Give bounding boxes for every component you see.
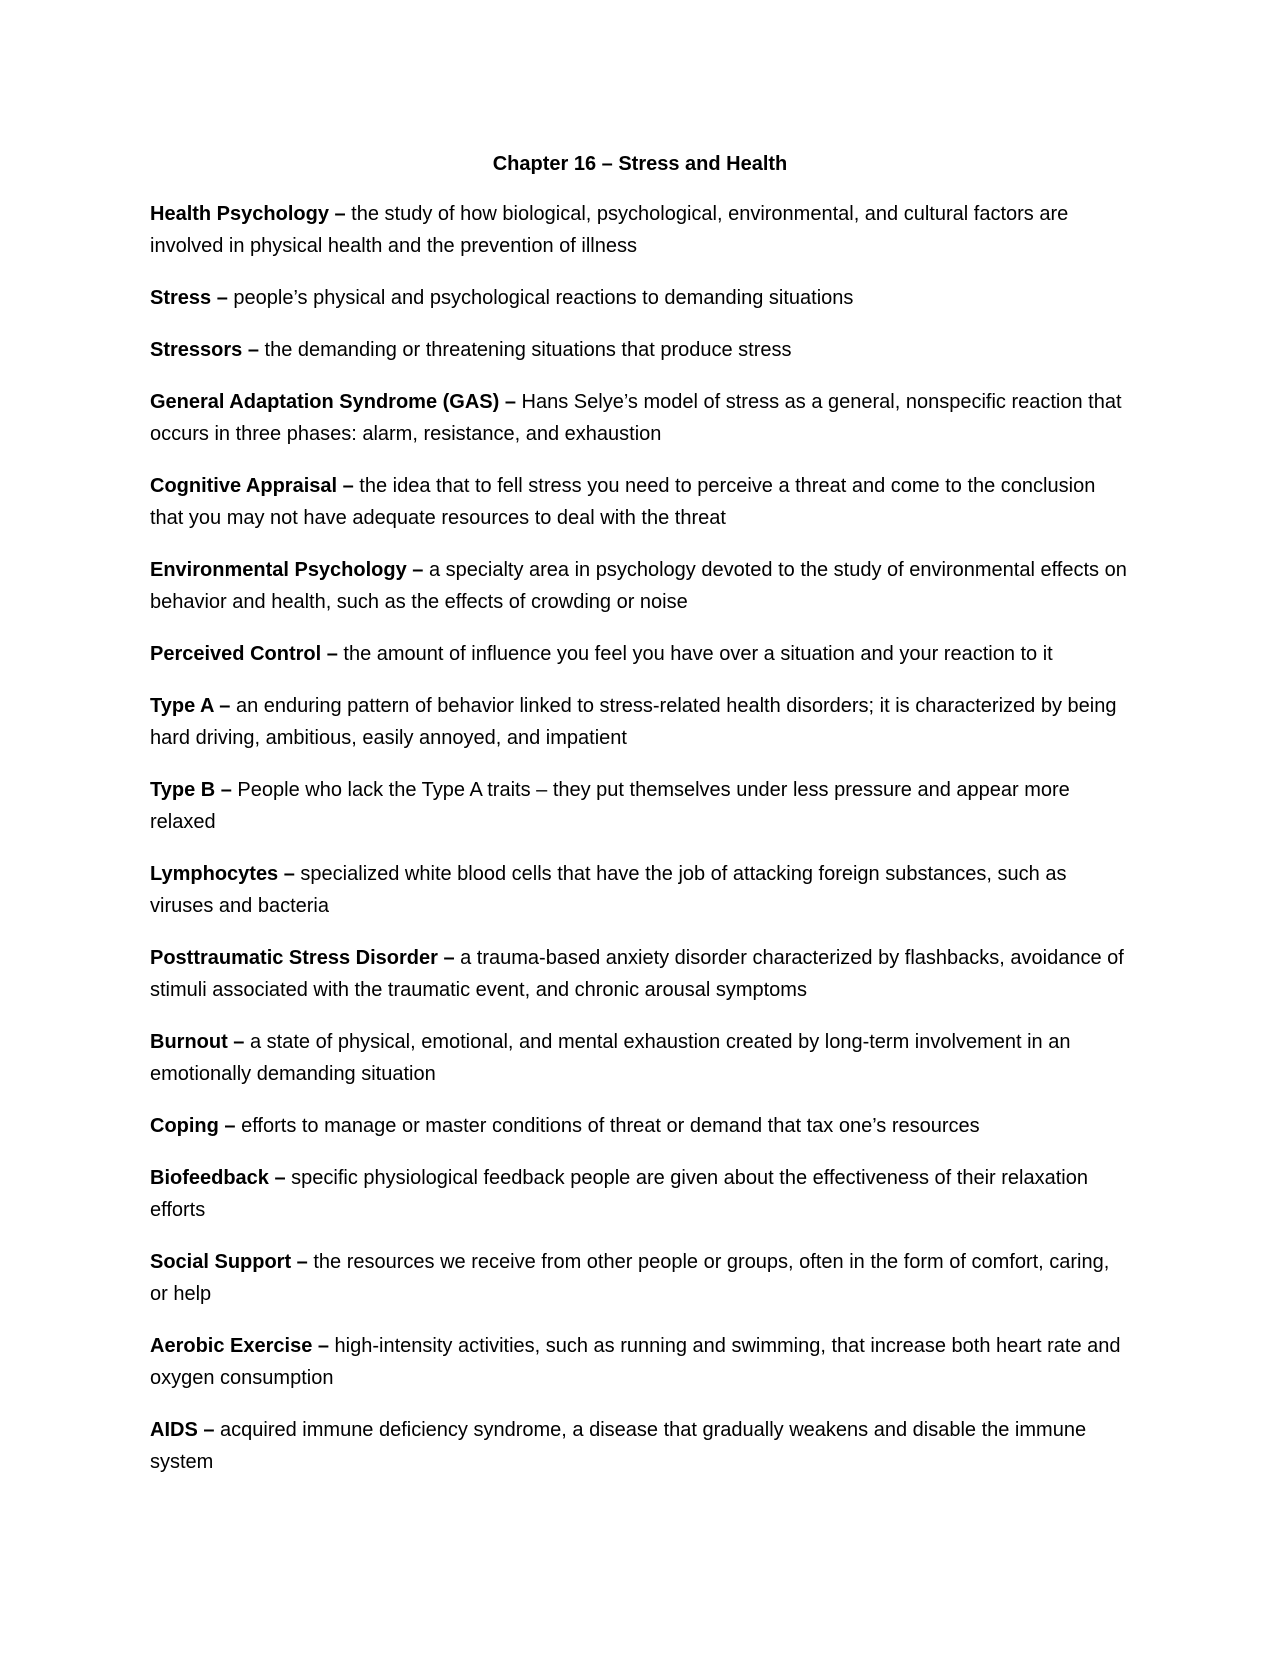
term-definition: an enduring pattern of behavior linked to stress-related health disorders; it is characterized by being hard driving, ambitious, easily annoyed, and impatient: [150, 695, 1117, 749]
term-definition: the demanding or threatening situations that produce stress: [258, 339, 792, 361]
term-definition: Hans Selye’s model of stress as a general, nonspecific reaction that occurs in three phases: alarm, resistance, and exhaustion: [150, 391, 1122, 445]
term-label: Stress –: [150, 287, 228, 309]
term-definition: high-intensity activities, such as running and swimming, that increase both heart rate and oxygen consumption: [150, 1335, 1121, 1389]
glossary-entry-burnout: [150, 1026, 1130, 1090]
term-label: Coping –: [150, 1115, 236, 1137]
term-definition: the idea that to fell stress you need to perceive a threat and come to the conclusion that you may not have adequate resources to deal with the threat: [150, 475, 1096, 529]
term-label: Stressors –: [150, 339, 259, 361]
term-label: Aerobic Exercise –: [150, 1335, 329, 1357]
glossary-entry-cognitive-appraisal: [150, 470, 1130, 534]
term-label: Health Psychology –: [150, 203, 346, 225]
glossary-entry-aids: [150, 1414, 1130, 1478]
glossary-entry-health-psychology: [150, 198, 1130, 262]
term-label: Type A –: [150, 695, 231, 717]
term-label: AIDS –: [150, 1419, 215, 1441]
term-definition: a specialty area in psychology devoted to the study of environmental effects on behavior and health, such as the effects of crowding or noise: [150, 559, 1127, 613]
term-definition: the study of how biological, psychological, environmental, and cultural factors are involved in physical health and the prevention of illness: [150, 203, 1069, 257]
term-definition: the amount of influence you feel you have over a situation and your reaction to it: [337, 643, 1053, 665]
document-page: [150, 150, 1130, 1498]
glossary-entry-biofeedback: [150, 1162, 1130, 1226]
term-definition: a trauma-based anxiety disorder characterized by flashbacks, avoidance of stimuli associated with the traumatic event, and chronic arousal symptoms: [150, 947, 1124, 1001]
glossary-entry-gas: [150, 386, 1130, 450]
term-label: Environmental Psychology –: [150, 559, 424, 581]
glossary-entry-aerobic-exercise: [150, 1330, 1130, 1394]
term-label: Burnout –: [150, 1031, 245, 1053]
term-definition: People who lack the Type A traits – they put themselves under less pressure and appear more relaxed: [150, 779, 1070, 833]
glossary-entry-environmental-psychology: [150, 554, 1130, 618]
term-label: Lymphocytes –: [150, 863, 295, 885]
term-label: Biofeedback –: [150, 1167, 286, 1189]
glossary-entry-social-support: [150, 1246, 1130, 1310]
term-definition: efforts to manage or master conditions of threat or demand that tax one’s resources: [235, 1115, 980, 1137]
term-definition: the resources we receive from other people or groups, often in the form of comfort, caring, or help: [150, 1251, 1110, 1305]
term-definition: a state of physical, emotional, and mental exhaustion created by long-term involvement in an emotionally demanding situation: [150, 1031, 1071, 1085]
term-label: General Adaptation Syndrome (GAS) –: [150, 391, 516, 413]
term-definition: acquired immune deficiency syndrome, a disease that gradually weakens and disable the immune system: [150, 1419, 1087, 1473]
glossary-entry-ptsd: [150, 942, 1130, 1006]
glossary-entry-type-a: [150, 690, 1130, 754]
term-definition: specialized white blood cells that have the job of attacking foreign substances, such as viruses and bacteria: [150, 863, 1067, 917]
term-label: Posttraumatic Stress Disorder –: [150, 947, 455, 969]
term-definition: specific physiological feedback people are given about the effectiveness of their relaxation efforts: [150, 1167, 1088, 1221]
glossary-entry-type-b: [150, 774, 1130, 838]
term-definition: people’s physical and psychological reactions to demanding situations: [227, 287, 854, 309]
term-label: Social Support –: [150, 1251, 308, 1273]
glossary-entry-lymphocytes: [150, 858, 1130, 922]
glossary-entry-coping: [150, 1110, 1130, 1142]
glossary-entry-stressors: [150, 334, 1130, 366]
page-title: Chapter 16 – Stress and Health: [492, 153, 788, 175]
term-label: Perceived Control –: [150, 643, 338, 665]
glossary-entry-perceived-control: [150, 638, 1130, 670]
glossary-entry-stress: [150, 282, 1130, 314]
term-label: Cognitive Appraisal –: [150, 475, 354, 497]
term-label: Type B –: [150, 779, 232, 801]
